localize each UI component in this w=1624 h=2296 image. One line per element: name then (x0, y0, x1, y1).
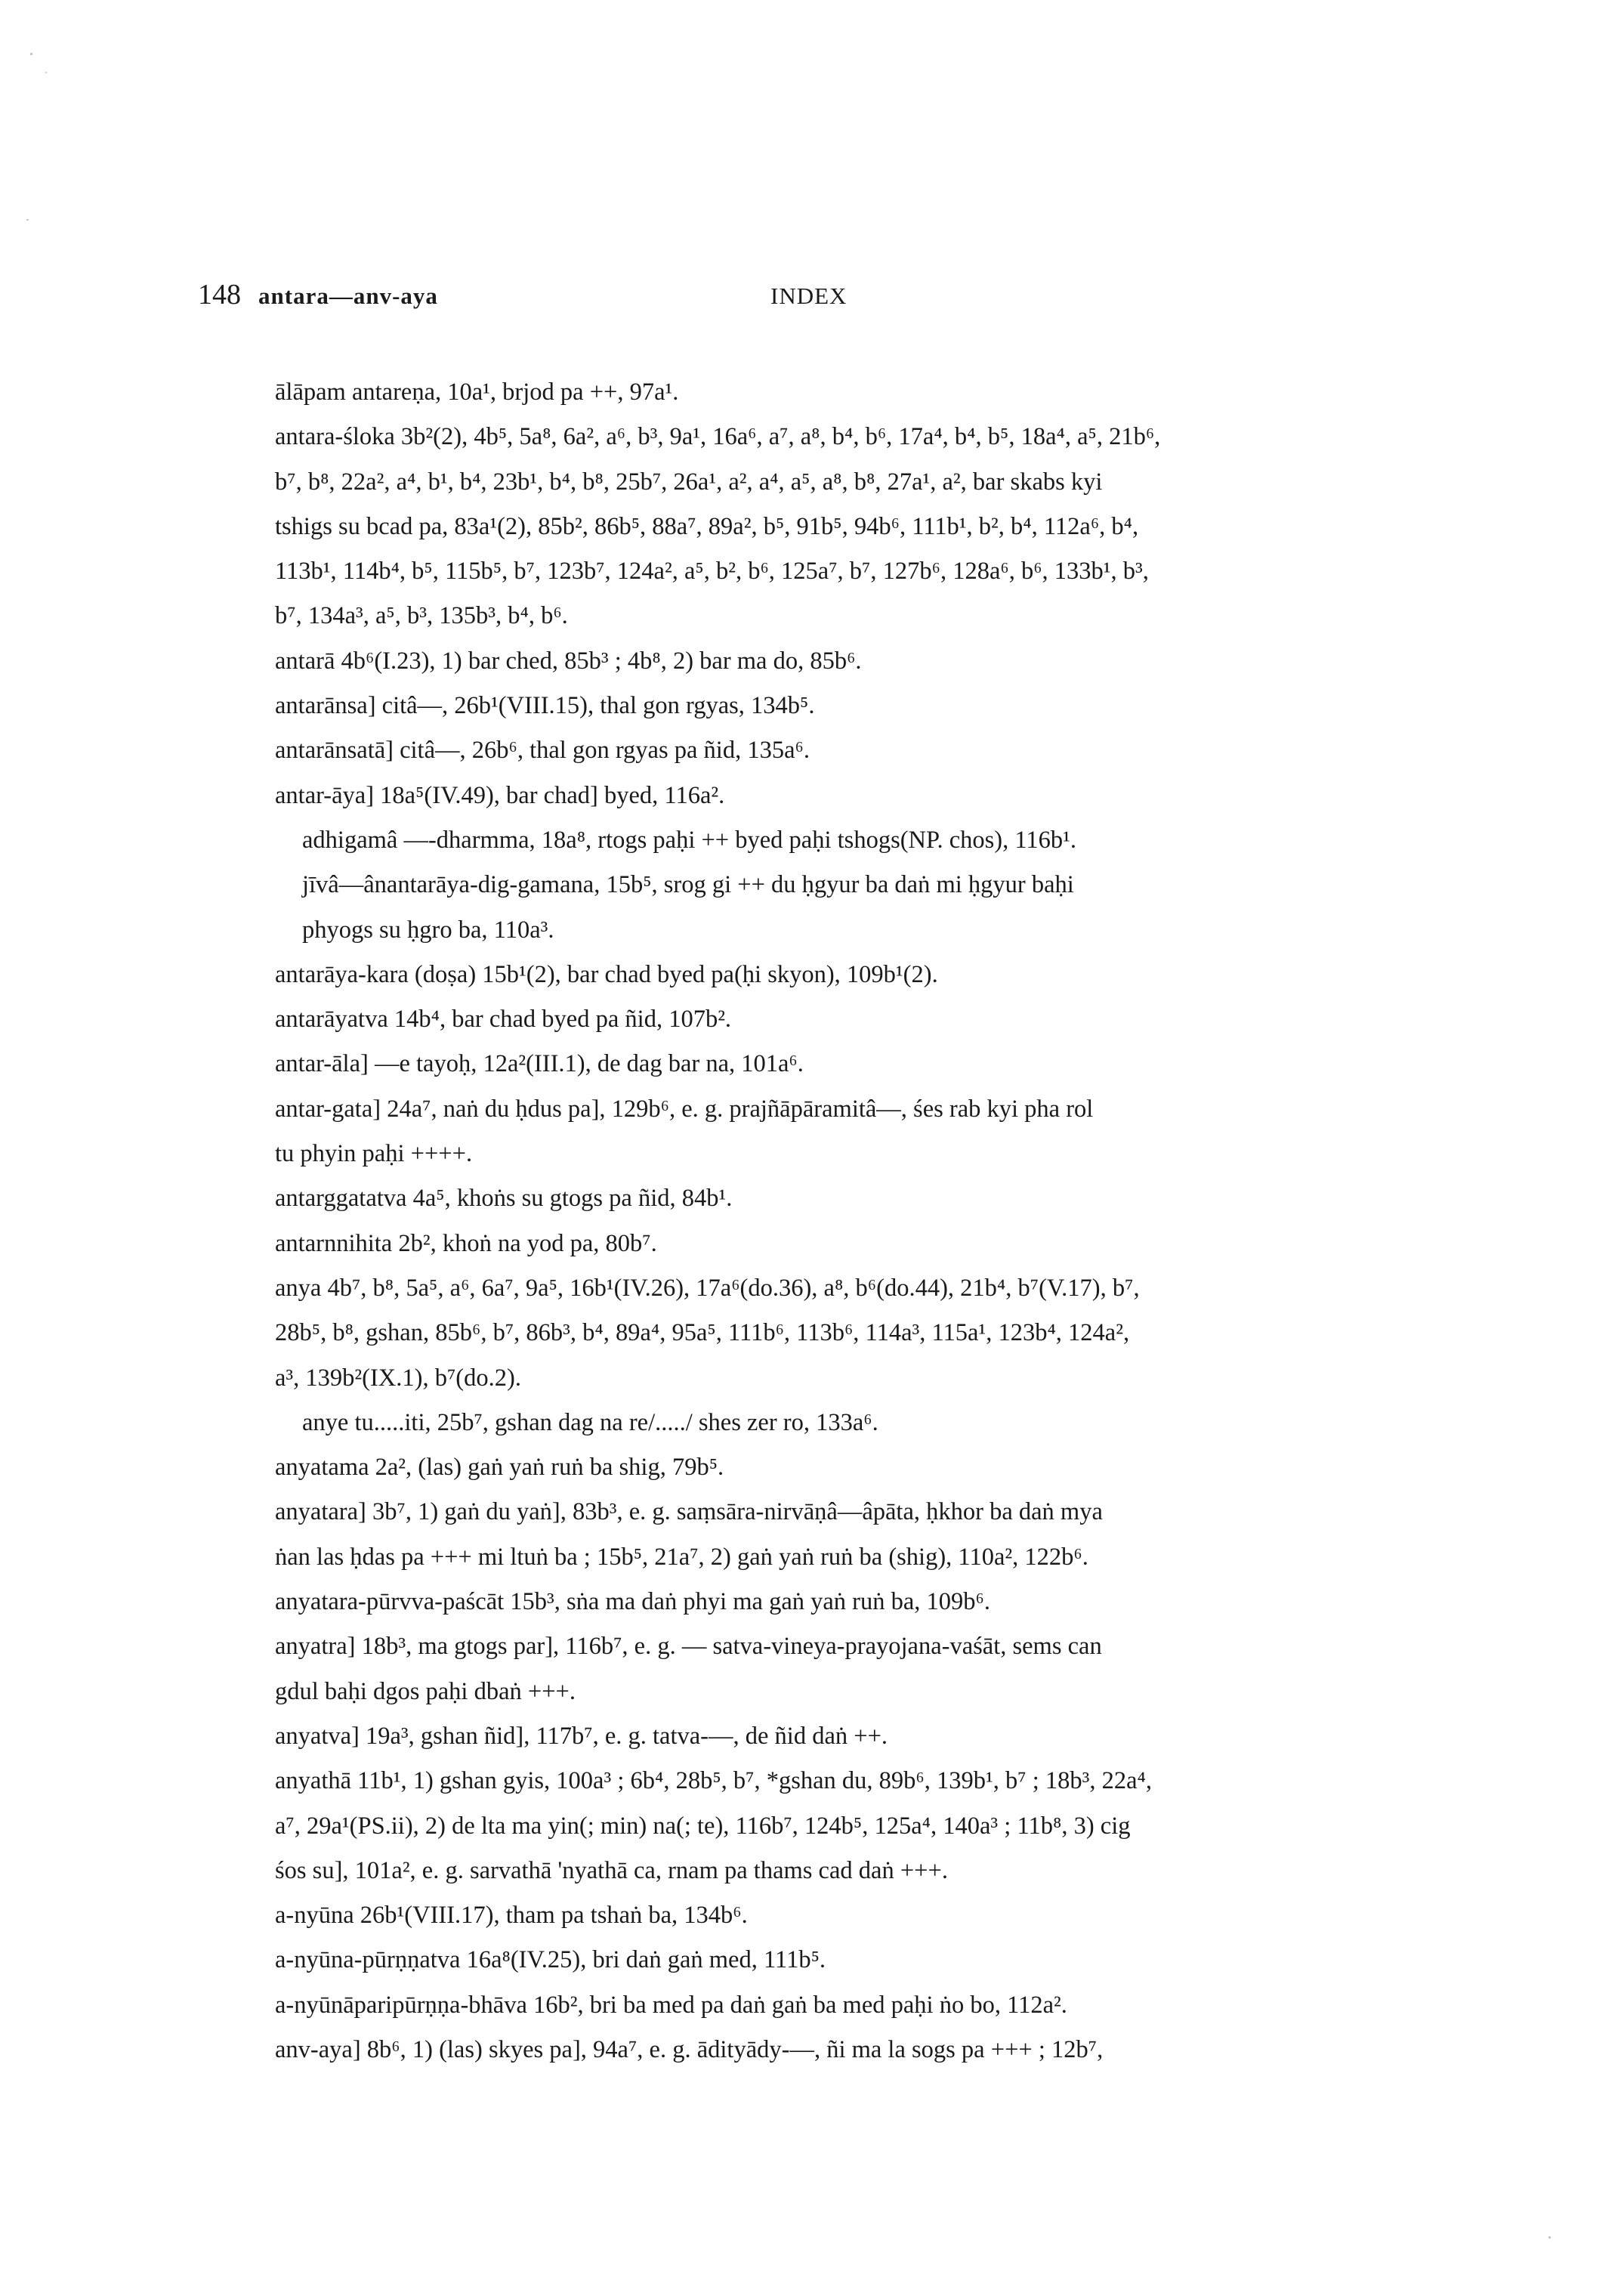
entry-line: 113b¹, 114b⁴, b⁵, 115b⁵, b⁷, 123b⁷, 124a², a⁵, b², b⁶, 125a⁷, b⁷, 127b⁶, 128a⁶, b⁶, 133b¹, b³, (275, 558, 1149, 586)
index-entry (275, 1266, 1363, 1401)
entry-line: antar-āya] 18a⁵(IV.49), bar chad] byed, 116a². (275, 781, 725, 809)
entry-line: tshigs su bcad pa, 83a¹(2), 85b², 86b⁵, 88a⁷, 89a², b⁵, 91b⁵, 94b⁶, 111b¹, b², b⁴, 112a⁶, b⁴, (275, 512, 1139, 540)
entry-line: antarāyatva 14b⁴, bar chad byed pa ñid, 107b². (275, 1006, 732, 1034)
index-entry (275, 1042, 1363, 1086)
index-subentry (275, 1401, 1363, 1445)
entry-line: anya 4b⁷, b⁸, 5a⁵, a⁶, 6a⁷, 9a⁵, 16b¹(IV.26), 17a⁶(do.36), a⁸, b⁶(do.44), 21b⁴, b⁷(V.17), b⁷, (275, 1274, 1140, 1302)
entry-line: phyogs su ḥgro ba, 110a³. (302, 916, 554, 944)
running-head: antara—anv-aya (258, 283, 438, 309)
index-entry (275, 1580, 1363, 1624)
index-entry (275, 1893, 1363, 1938)
page-header (198, 278, 1482, 323)
section-title: INDEX (770, 283, 848, 309)
entry-line: antar-āla] —e tayoḥ, 12a²(III.1), de dag bar na, 101a⁶. (275, 1050, 804, 1078)
index-entry (275, 415, 1363, 638)
entry-line: anyatara-pūrvva-paścāt 15b³, sṅa ma daṅ phyi ma gaṅ yaṅ ruṅ ba, 109b⁶. (275, 1588, 991, 1616)
entry-line: a-nyūna-pūrṇṇatva 16a⁸(IV.25), bri daṅ gaṅ med, 111b⁵. (275, 1946, 826, 1974)
entry-line: a⁷, 29a¹(PS.ii), 2) de lta ma yin(; min) na(; te), 116b⁷, 124b⁵, 125a⁴, 140a³ ; 11b⁸, 3) cig (275, 1812, 1131, 1840)
entry-line: ālāpam antareṇa, 10a¹, brjod pa ++, 97a¹. (275, 379, 679, 406)
entry-line: tu phyin paḥi ++++. (275, 1140, 473, 1168)
index-entry (275, 370, 1363, 415)
index-entry (275, 997, 1363, 1042)
scan-speck (26, 219, 29, 221)
index-entry (275, 1759, 1363, 1893)
entry-line: antarā 4b⁶(I.23), 1) bar ched, 85b³ ; 4b⁸, 2) bar ma do, 85b⁶. (275, 647, 862, 675)
index-entry (275, 1222, 1363, 1266)
entry-line: 28b⁵, b⁸, gshan, 85b⁶, b⁷, 86b³, b⁴, 89a⁴, 95a⁵, 111b⁶, 113b⁶, 114a³, 115a¹, 123b⁴, 124a², (275, 1319, 1130, 1347)
entry-line: anv-aya] 8b⁶, 1) (las) skyes pa], 94a⁷, e. g. ādityādy-—, ñi ma la sogs pa +++ ; 12b⁷, (275, 2035, 1104, 2063)
index-entries (275, 370, 1363, 2072)
index-entry (275, 1490, 1363, 1580)
index-entry (275, 1176, 1363, 1221)
index-entry (275, 2028, 1363, 2072)
entry-line: antarnnihita 2b², khoṅ na yod pa, 80b⁷. (275, 1229, 657, 1257)
index-entry (275, 1938, 1363, 1982)
index-entry (275, 1624, 1363, 1714)
entry-line: antarānsa] citâ—, 26b¹(VIII.15), thal gon rgyas, 134b⁵. (275, 692, 815, 720)
entry-line: śos su], 101a², e. g. sarvathā 'nyathā ca, rnam pa thams cad daṅ +++. (275, 1856, 948, 1884)
index-subentry (275, 818, 1363, 863)
entry-line: antarānsatā] citâ—, 26b⁶, thal gon rgyas pa ñid, 135a⁶. (275, 737, 810, 765)
entry-line: anyatara] 3b⁷, 1) gaṅ du yaṅ], 83b³, e. g. saṃsāra-nirvāṇâ—âpāta, ḥkhor ba daṅ mya (275, 1498, 1103, 1526)
index-entry (275, 1087, 1363, 1177)
index-entry (275, 728, 1363, 773)
scan-speck (30, 53, 32, 55)
entry-line: anyathā 11b¹, 1) gshan gyis, 100a³ ; 6b⁴, 28b⁵, b⁷, *gshan du, 89b⁶, 139b¹, b⁷ ; 18b³, 22a⁴, (275, 1767, 1152, 1795)
index-entry (275, 639, 1363, 684)
entry-line: jīvâ—ânantarāya-dig-gamana, 15b⁵, srog gi ++ du ḥgyur ba daṅ mi ḥgyur baḥi (302, 871, 1074, 899)
index-entry (275, 1445, 1363, 1490)
entry-line: anye tu.....iti, 25b⁷, gshan dag na re/...../ shes zer ro, 133a⁶. (302, 1408, 878, 1436)
entry-line: b⁷, 134a³, a⁵, b³, 135b³, b⁴, b⁶. (275, 602, 568, 630)
entry-line: antarggatatva 4a⁵, khoṅs su gtogs pa ñid, 84b¹. (275, 1185, 733, 1213)
entry-line: gdul baḥi dgos paḥi dbaṅ +++. (275, 1677, 576, 1705)
entry-line: anyatva] 19a³, gshan ñid], 117b⁷, e. g. tatva-—, de ñid daṅ ++. (275, 1722, 888, 1750)
index-entry (275, 774, 1363, 818)
scan-speck (45, 72, 47, 73)
index-entry (275, 1983, 1363, 2028)
entry-line: ṅan las ḥdas pa +++ mi ltuṅ ba ; 15b⁵, 21a⁷, 2) gaṅ yaṅ ruṅ ba (shig), 110a², 122b⁶. (275, 1543, 1088, 1571)
entry-line: anyatra] 18b³, ma gtogs par], 116b⁷, e. g. — satva-vineya-prayojana-vaśāt, sems can (275, 1633, 1102, 1661)
index-entry (275, 1714, 1363, 1759)
entry-line: b⁷, b⁸, 22a², a⁴, b¹, b⁴, 23b¹, b⁴, b⁸, 25b⁷, 26a¹, a², a⁴, a⁵, a⁸, b⁸, 27a¹, a², bar skabs kyi (275, 468, 1103, 496)
index-entry (275, 953, 1363, 997)
entry-line: antara-śloka 3b²(2), 4b⁵, 5a⁸, 6a², a⁶, b³, 9a¹, 16a⁶, a⁷, a⁸, b⁴, b⁶, 17a⁴, b⁴, b⁵, 18a⁴, a⁵, 21b⁶, (275, 423, 1161, 451)
entry-line: antar-gata] 24a⁷, naṅ du ḥdus pa], 129b⁶, e. g. prajñāpāramitâ—, śes rab kyi pha rol (275, 1095, 1094, 1123)
page-number: 148 (198, 279, 241, 311)
index-entry (275, 684, 1363, 728)
entry-line: a-nyūnāparipūrṇṇa-bhāva 16b², bri ba med pa daṅ gaṅ ba med paḥi ṅo bo, 112a². (275, 1991, 1067, 2019)
scan-speck (1548, 2236, 1551, 2239)
entry-line: a-nyūna 26b¹(VIII.17), tham pa tshaṅ ba, 134b⁶. (275, 1902, 748, 1930)
entry-line: antarāya-kara (doṣa) 15b¹(2), bar chad byed pa(ḥi skyon), 109b¹(2). (275, 960, 938, 988)
entry-line: adhigamâ —-dharmma, 18a⁸, rtogs paḥi ++ byed paḥi tshogs(NP. chos), 116b¹. (302, 826, 1077, 854)
entry-line: a³, 139b²(IX.1), b⁷(do.2). (275, 1364, 521, 1392)
index-subentry (275, 863, 1363, 953)
entry-line: anyatama 2a², (las) gaṅ yaṅ ruṅ ba shig, 79b⁵. (275, 1454, 724, 1482)
